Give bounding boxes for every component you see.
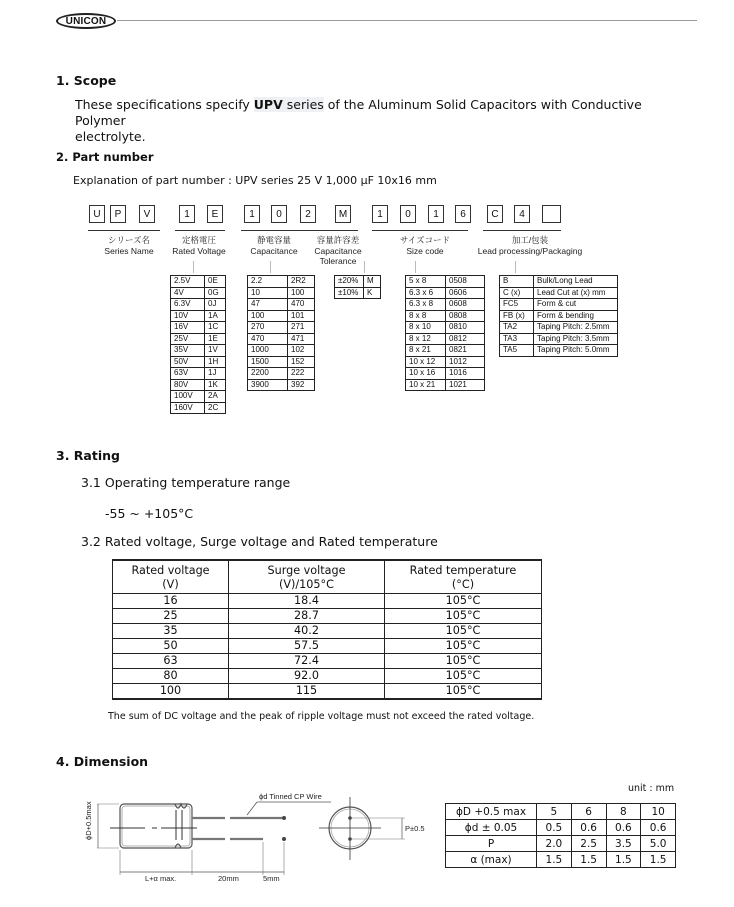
code: 2R2	[288, 276, 315, 288]
rated-voltage-cell: 100	[113, 684, 229, 700]
code: 0J	[205, 299, 226, 311]
lead-codes-row	[500, 276, 618, 288]
header-divider	[117, 20, 697, 21]
size-codes-row	[406, 345, 485, 357]
part-box-size: 6	[455, 205, 471, 223]
part-box-cap: 1	[244, 205, 260, 223]
code-value: 270	[248, 322, 288, 334]
tolerance-codes-row	[335, 287, 381, 299]
size-codes-row	[406, 379, 485, 391]
code-value: ±10%	[335, 287, 364, 299]
code: M	[364, 276, 381, 288]
lead-end-top	[282, 816, 286, 820]
dimension-value: 1.5	[606, 852, 641, 868]
col-rated-temperature: Rated temperature (°C)	[385, 560, 542, 594]
code-value: 8 x 8	[406, 310, 446, 322]
tolerance-pointer	[364, 261, 365, 273]
capacitance-codes-row	[248, 322, 315, 334]
code-value: 5 x 8	[406, 276, 446, 288]
lead-length-label: 20mm	[218, 874, 239, 883]
code-value: 25V	[171, 333, 205, 345]
surge-voltage-cell: 28.7	[229, 609, 385, 624]
code-value: 2200	[248, 368, 288, 380]
voltage-codes-row	[171, 310, 226, 322]
dimension-value: 6	[571, 804, 606, 820]
surge-voltage-cell: 18.4	[229, 594, 385, 609]
capacitance-codes-row	[248, 310, 315, 322]
code: 0G	[205, 287, 226, 299]
dimension-value: 2.5	[571, 836, 606, 852]
lead-underline	[483, 230, 561, 231]
code-value: 80V	[171, 379, 205, 391]
dimension-param: ϕd ± 0.05	[446, 820, 537, 836]
lead-codes-row	[500, 299, 618, 311]
capacitance-codes-row	[248, 287, 315, 299]
voltage-codes-row	[171, 368, 226, 380]
pitch-label: P±0.5	[405, 824, 425, 833]
code-value: 8 x 12	[406, 333, 446, 345]
code: 102	[288, 345, 315, 357]
rated-temperature-cell: 105°C	[385, 624, 542, 639]
rating-row	[113, 594, 542, 609]
code-value: 4V	[171, 287, 205, 299]
dimension-row	[446, 804, 676, 820]
code-value: 10V	[171, 310, 205, 322]
label-lead: 加工/包装 Lead processing/Packaging	[477, 235, 583, 256]
rating-heading: 3. Rating	[56, 448, 120, 463]
voltage-codes-row	[171, 402, 226, 414]
rating-row	[113, 684, 542, 700]
code: 0608	[446, 299, 485, 311]
code-value: 100	[248, 310, 288, 322]
end-length-label: 5mm	[263, 874, 280, 883]
code-value: 8 x 21	[406, 345, 446, 357]
capacitance-codes-row	[248, 356, 315, 368]
code-value: 47	[248, 299, 288, 311]
size-underline	[372, 230, 468, 231]
part-box-voltage: E	[207, 205, 223, 223]
code-value: 6.3 x 8	[406, 299, 446, 311]
dimension-value: 3.5	[606, 836, 641, 852]
surge-voltage-cell: 72.4	[229, 654, 385, 669]
size-codes-row	[406, 299, 485, 311]
capacitor-drawing	[75, 780, 435, 905]
size-codes-row	[406, 333, 485, 345]
capacitor-body	[120, 804, 192, 848]
part-box-size: 1	[372, 205, 388, 223]
code: 1K	[205, 379, 226, 391]
code-value: 63V	[171, 368, 205, 380]
code-value: TA3	[500, 333, 534, 345]
code-value: 35V	[171, 345, 205, 357]
code-value: 2.2	[248, 276, 288, 288]
code: 1V	[205, 345, 226, 357]
code: 1016	[446, 368, 485, 380]
lead-codes-row	[500, 287, 618, 299]
capacitance-underline	[241, 230, 323, 231]
rating-row	[113, 669, 542, 684]
length-label: L+α max.	[145, 874, 177, 883]
lead-codes-row	[500, 310, 618, 322]
code-value: FB (x)	[500, 310, 534, 322]
code-value: 50V	[171, 356, 205, 368]
col-surge-voltage: Surge voltage (V)/105°C	[229, 560, 385, 594]
size-codes-row	[406, 310, 485, 322]
part-number-heading: 2. Part number	[56, 150, 154, 164]
dimension-value: 2.0	[537, 836, 572, 852]
code: 0508	[446, 276, 485, 288]
rated-temperature-cell: 105°C	[385, 654, 542, 669]
voltage-codes-row	[171, 356, 226, 368]
code: 1J	[205, 368, 226, 380]
voltage-codes-row	[171, 345, 226, 357]
part-number-explanation: Explanation of part number : UPV series 25 V 1,000 µF 10x16 mm	[73, 174, 437, 187]
code: Taping Pitch: 3.5mm	[534, 333, 618, 345]
tolerance-underline	[322, 230, 358, 231]
part-box-series: V	[139, 205, 155, 223]
rated-voltage-cell: 50	[113, 639, 229, 654]
label-series: シリーズ名 Series Name	[104, 235, 154, 256]
code-value: TA2	[500, 322, 534, 334]
code: 1A	[205, 310, 226, 322]
code: 470	[288, 299, 315, 311]
scope-text-line2: electrolyte.	[75, 129, 146, 144]
label-capacitance: 静電容量 Capacitance	[250, 235, 298, 256]
label-size: サイズコード Size code	[399, 235, 451, 256]
rated-voltage-cell: 16	[113, 594, 229, 609]
size-codes-row	[406, 368, 485, 380]
code: 2C	[205, 402, 226, 414]
code-value: 10 x 16	[406, 368, 446, 380]
scope-series	[254, 97, 324, 112]
dimension-param: ϕD +0.5 max	[446, 804, 537, 820]
code: K	[364, 287, 381, 299]
capacitance-codes-row	[248, 345, 315, 357]
surge-voltage-cell: 40.2	[229, 624, 385, 639]
dimension-param: P	[446, 836, 537, 852]
dimension-value: 5	[537, 804, 572, 820]
scope-text	[75, 97, 695, 145]
surge-voltage-cell: 115	[229, 684, 385, 700]
code: Bulk/Long Lead	[534, 276, 618, 288]
code: 1H	[205, 356, 226, 368]
rating-row	[113, 654, 542, 669]
lead-end-bottom	[282, 837, 286, 841]
rating-header-row	[113, 560, 542, 594]
code-value: 100V	[171, 391, 205, 403]
code-value: TA5	[500, 345, 534, 357]
code-value: 10	[248, 287, 288, 299]
code-value: 8 x 10	[406, 322, 446, 334]
dimension-row	[446, 836, 676, 852]
dimension-value: 1.5	[571, 852, 606, 868]
wire-label: ϕd Tinned CP Wire	[259, 792, 322, 801]
capacitance-pointer	[270, 261, 271, 273]
rating-row	[113, 609, 542, 624]
voltage-codes-row	[171, 322, 226, 334]
code: 0812	[446, 333, 485, 345]
capacitance-codes-row	[248, 368, 315, 380]
surge-voltage-cell: 92.0	[229, 669, 385, 684]
code: 0E	[205, 276, 226, 288]
unit-label: unit : mm	[628, 783, 675, 794]
rated-voltage-cell: 35	[113, 624, 229, 639]
rated-temperature-cell: 105°C	[385, 594, 542, 609]
tolerance-code-table	[334, 275, 381, 299]
code-value: C (x)	[500, 287, 534, 299]
code: Lead Cut at (x) mm	[534, 287, 618, 299]
dimension-value: 10	[641, 804, 676, 820]
label-voltage: 定格電圧 Rated Voltage	[172, 235, 226, 256]
code: 271	[288, 322, 315, 334]
lead-codes-row	[500, 322, 618, 334]
voltage-codes-row	[171, 276, 226, 288]
code-value: 160V	[171, 402, 205, 414]
dimension-value: 1.5	[641, 852, 676, 868]
code: 0810	[446, 322, 485, 334]
operating-range: -55 ~ +105°C	[105, 506, 194, 521]
dimension-row	[446, 820, 676, 836]
code-value: 6.3V	[171, 299, 205, 311]
code: 1E	[205, 333, 226, 345]
code: 1012	[446, 356, 485, 368]
capacitor-end-view	[319, 797, 405, 860]
capacitance-codes-row	[248, 276, 315, 288]
size-codes-row	[406, 322, 485, 334]
code-value: 10 x 12	[406, 356, 446, 368]
wire-leader	[247, 802, 257, 815]
rating-sub1: 3.1 Operating temperature range	[81, 475, 291, 490]
code-value: 470	[248, 333, 288, 345]
rating-table	[112, 559, 542, 700]
code: 1C	[205, 322, 226, 334]
size-codes-row	[406, 356, 485, 368]
rated-temperature-cell: 105°C	[385, 669, 542, 684]
part-box-lead	[542, 205, 561, 223]
dimension-value: 0.6	[641, 820, 676, 836]
dimension-param: α (max)	[446, 852, 537, 868]
size-code-table	[405, 275, 485, 391]
part-box-voltage: 1	[179, 205, 195, 223]
dimension-value: 0.6	[606, 820, 641, 836]
dimension-table	[445, 803, 676, 868]
rated-voltage-cell: 80	[113, 669, 229, 684]
code: 0808	[446, 310, 485, 322]
code: 471	[288, 333, 315, 345]
code: 152	[288, 356, 315, 368]
code-value: 2.5V	[171, 276, 205, 288]
code: Taping Pitch: 5.0mm	[534, 345, 618, 357]
rated-voltage-cell: 63	[113, 654, 229, 669]
code: 1021	[446, 379, 485, 391]
label-tolerance: 容量許容差 Capacitance Tolerance	[314, 235, 362, 266]
code-value: 16V	[171, 322, 205, 334]
rated-temperature-cell: 105°C	[385, 609, 542, 624]
code: 101	[288, 310, 315, 322]
voltage-codes-row	[171, 333, 226, 345]
code-value: FC5	[500, 299, 534, 311]
lead-codes-row	[500, 333, 618, 345]
voltage-codes-row	[171, 379, 226, 391]
code-value: 1500	[248, 356, 288, 368]
dimension-row	[446, 852, 676, 868]
part-box-lead: 4	[514, 205, 530, 223]
part-box-lead: C	[487, 205, 503, 223]
voltage-codes-row	[171, 287, 226, 299]
size-pointer	[415, 261, 416, 273]
voltage-underline	[175, 230, 225, 231]
code: Taping Pitch: 2.5mm	[534, 322, 618, 334]
rating-row	[113, 624, 542, 639]
lead-pointer	[515, 261, 516, 273]
code-value: B	[500, 276, 534, 288]
dimension-value: 8	[606, 804, 641, 820]
capacitance-codes-row	[248, 299, 315, 311]
rating-row	[113, 639, 542, 654]
voltage-code-table	[170, 275, 226, 414]
size-codes-row	[406, 287, 485, 299]
voltage-pointer	[193, 261, 194, 273]
rating-sub2: 3.2 Rated voltage, Surge voltage and Rated temperature	[81, 534, 438, 549]
voltage-codes-row	[171, 391, 226, 403]
code-value: 1000	[248, 345, 288, 357]
scope-series-word: series	[282, 97, 324, 112]
voltage-codes-row	[171, 299, 226, 311]
code: 0606	[446, 287, 485, 299]
capacitance-code-table	[247, 275, 315, 391]
capacitor-leads	[192, 818, 282, 839]
capacitance-codes-row	[248, 379, 315, 391]
scope-heading: 1. Scope	[56, 73, 117, 88]
rated-temperature-cell: 105°C	[385, 684, 542, 700]
code: 100	[288, 287, 315, 299]
tolerance-codes-row	[335, 276, 381, 288]
diameter-label: ϕD+0.5max	[84, 801, 93, 840]
part-box-series: P	[110, 205, 126, 223]
rated-temperature-cell: 105°C	[385, 639, 542, 654]
dimension-value: 5.0	[641, 836, 676, 852]
code-value: ±20%	[335, 276, 364, 288]
scope-text-after: of the Aluminum Solid Capacitors with Conductive Polymer	[75, 97, 642, 128]
dimension-value: 0.6	[571, 820, 606, 836]
code: Form & cut	[534, 299, 618, 311]
capacitance-codes-row	[248, 333, 315, 345]
code-value: 10 x 21	[406, 379, 446, 391]
code-value: 3900	[248, 379, 288, 391]
size-codes-row	[406, 276, 485, 288]
part-box-size: 1	[428, 205, 444, 223]
part-box-series: U	[89, 205, 105, 223]
rating-note: The sum of DC voltage and the peak of ripple voltage must not exceed the rated voltage.	[108, 711, 535, 722]
code: 0821	[446, 345, 485, 357]
code-value: 6.3 x 6	[406, 287, 446, 299]
part-box-size: 0	[400, 205, 416, 223]
code: Form & bending	[534, 310, 618, 322]
col-rated-voltage: Rated voltage (V)	[113, 560, 229, 594]
part-box-cap: 0	[271, 205, 287, 223]
series-underline	[88, 230, 160, 231]
rated-voltage-cell: 25	[113, 609, 229, 624]
code: 392	[288, 379, 315, 391]
surge-voltage-cell: 57.5	[229, 639, 385, 654]
code: 222	[288, 368, 315, 380]
scope-text-before: These specifications specify	[75, 97, 254, 112]
lead-code-table	[499, 275, 618, 357]
part-box-tol: M	[335, 205, 351, 223]
dimension-value: 1.5	[537, 852, 572, 868]
scope-series-bold: UPV	[253, 97, 283, 112]
lead-codes-row	[500, 345, 618, 357]
unicon-logo: UNICON	[56, 13, 116, 29]
part-box-cap: 2	[300, 205, 316, 223]
code: 2A	[205, 391, 226, 403]
dimension-value: 0.5	[537, 820, 572, 836]
dimension-heading: 4. Dimension	[56, 754, 149, 769]
